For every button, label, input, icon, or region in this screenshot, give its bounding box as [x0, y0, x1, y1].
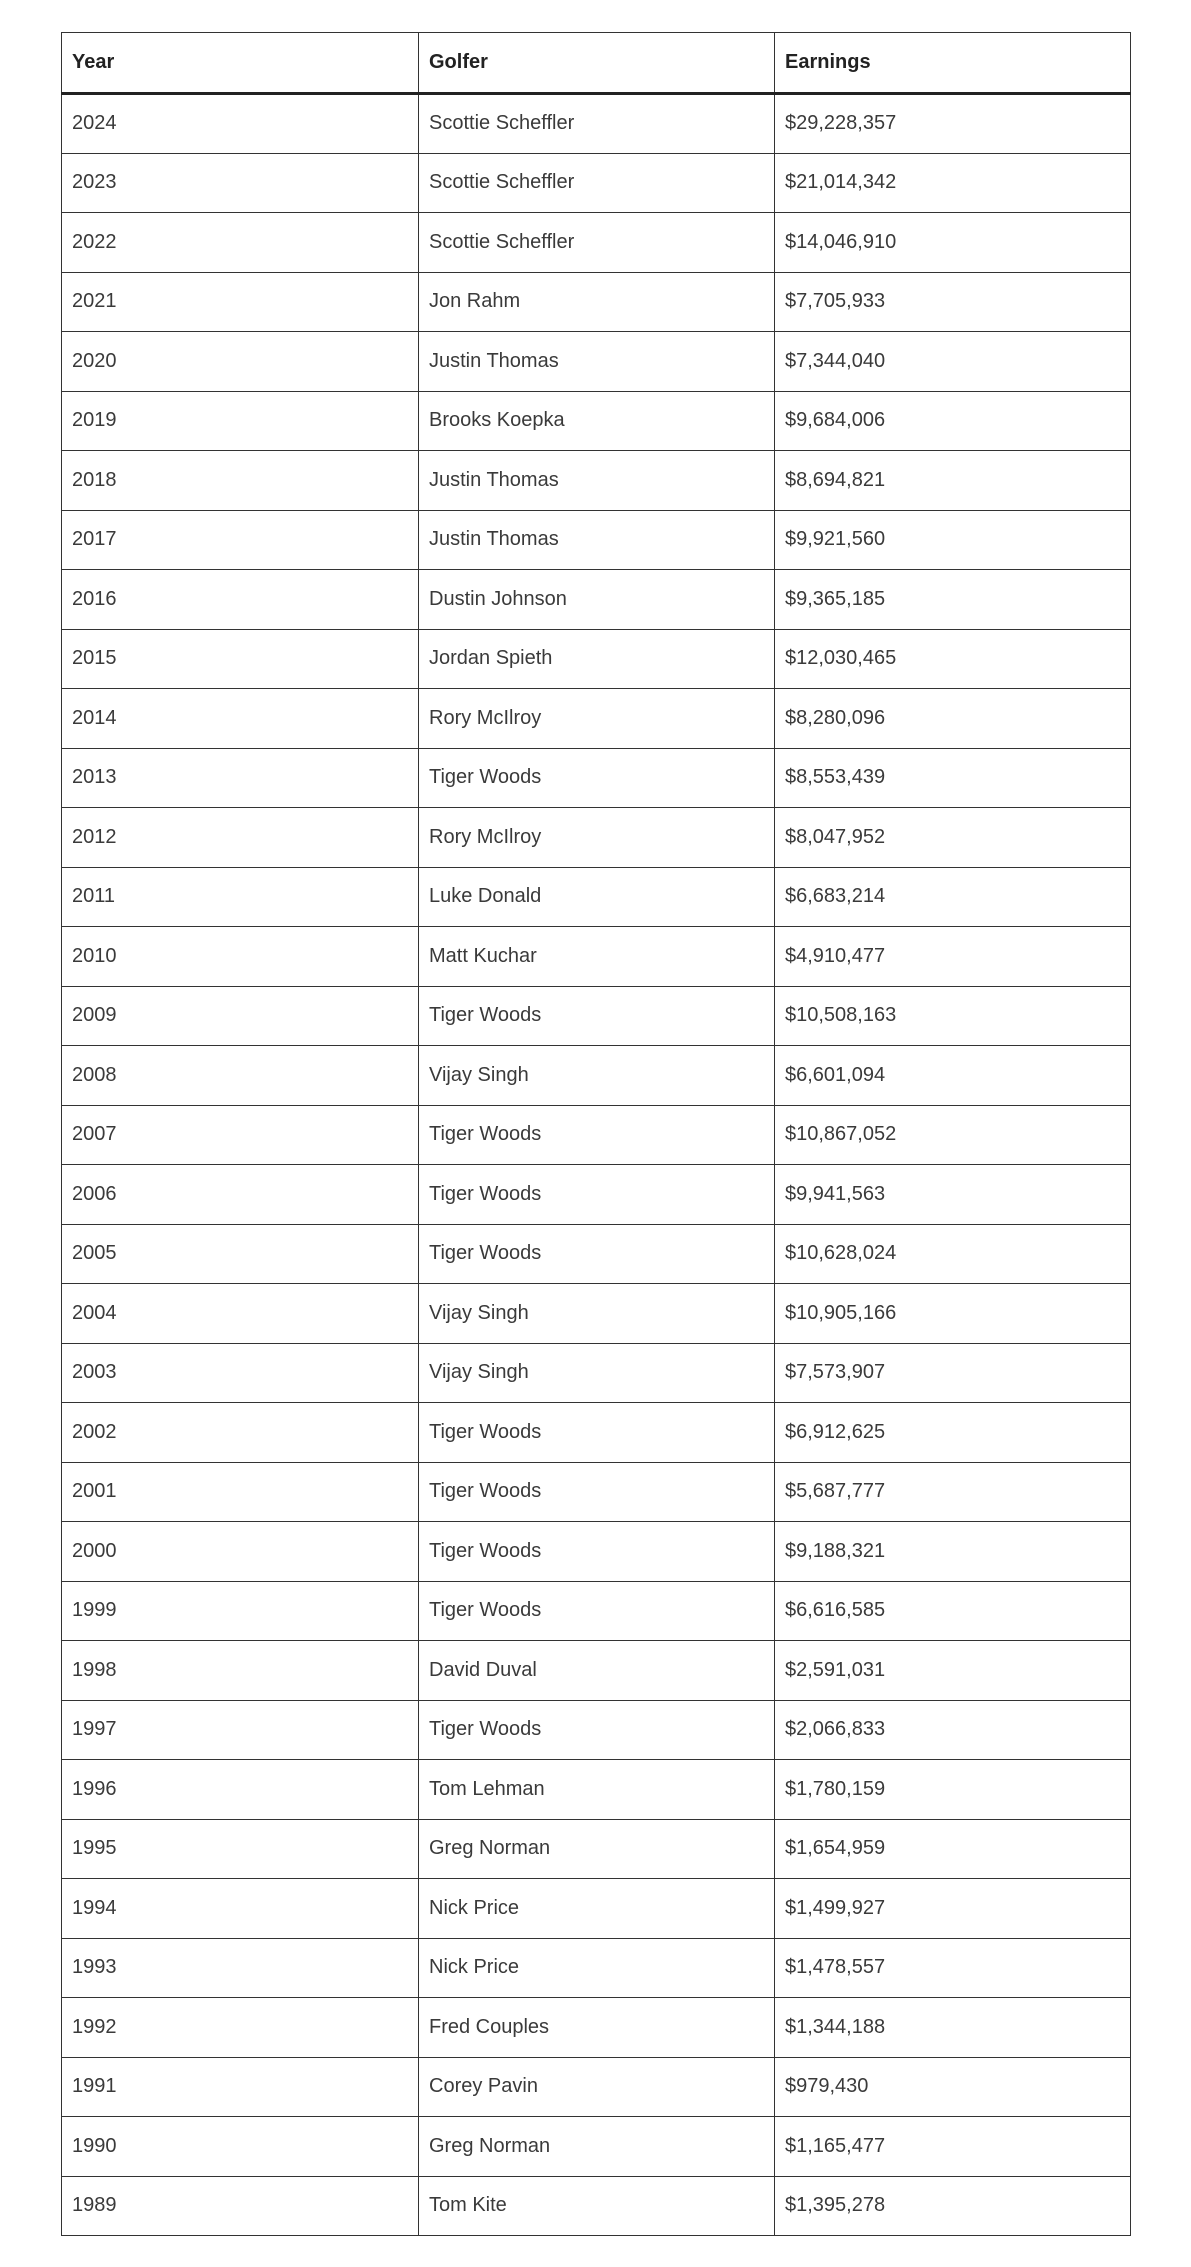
earnings-cell: $29,228,357 [775, 94, 1131, 154]
year-cell: 2020 [62, 332, 419, 392]
year-cell: 1999 [62, 1581, 419, 1641]
earnings-cell: $9,365,185 [775, 570, 1131, 630]
year-cell: 2006 [62, 1165, 419, 1225]
year-cell: 1992 [62, 1998, 419, 2058]
golfer-cell: Justin Thomas [419, 332, 775, 392]
earnings-cell: $6,912,625 [775, 1403, 1131, 1463]
earnings-cell: $10,508,163 [775, 986, 1131, 1046]
table-row [62, 1879, 1131, 1939]
year-cell: 1989 [62, 2176, 419, 2236]
golfer-cell: Tiger Woods [419, 1581, 775, 1641]
year-cell: 2013 [62, 748, 419, 808]
table-row [62, 1343, 1131, 1403]
year-cell: 2021 [62, 272, 419, 332]
table-row [62, 808, 1131, 868]
golfer-cell: Tiger Woods [419, 1522, 775, 1582]
golfer-cell: Rory McIlroy [419, 689, 775, 749]
golfer-cell: Justin Thomas [419, 510, 775, 570]
earnings-cell: $1,344,188 [775, 1998, 1131, 2058]
year-cell: 2005 [62, 1224, 419, 1284]
golfer-cell: Nick Price [419, 1938, 775, 1998]
golfer-cell: Tom Lehman [419, 1760, 775, 1820]
table-row [62, 1700, 1131, 1760]
earnings-cell: $2,066,833 [775, 1700, 1131, 1760]
year-cell: 2012 [62, 808, 419, 868]
earnings-cell: $1,780,159 [775, 1760, 1131, 1820]
table-row [62, 1284, 1131, 1344]
earnings-cell: $979,430 [775, 2057, 1131, 2117]
golfer-cell: Corey Pavin [419, 2057, 775, 2117]
year-cell: 2010 [62, 927, 419, 987]
earnings-cell: $7,573,907 [775, 1343, 1131, 1403]
golfer-cell: Tiger Woods [419, 1403, 775, 1463]
golfer-cell: Tiger Woods [419, 986, 775, 1046]
earnings-cell: $12,030,465 [775, 629, 1131, 689]
earnings-cell: $8,280,096 [775, 689, 1131, 749]
earnings-cell: $1,395,278 [775, 2176, 1131, 2236]
earnings-cell: $7,344,040 [775, 332, 1131, 392]
table-row [62, 1224, 1131, 1284]
golfer-cell: Scottie Scheffler [419, 213, 775, 273]
table-body [62, 94, 1131, 2236]
golfer-cell: Brooks Koepka [419, 391, 775, 451]
table-row [62, 391, 1131, 451]
table-row [62, 272, 1131, 332]
golfer-cell: Scottie Scheffler [419, 94, 775, 154]
golfer-cell: Rory McIlroy [419, 808, 775, 868]
header-golfer: Golfer [419, 33, 775, 94]
earnings-cell: $14,046,910 [775, 213, 1131, 273]
golfer-cell: Scottie Scheffler [419, 153, 775, 213]
table-row [62, 689, 1131, 749]
table-row [62, 2117, 1131, 2177]
table-row [62, 213, 1131, 273]
table-row [62, 1522, 1131, 1582]
golfer-cell: Jordan Spieth [419, 629, 775, 689]
golfer-cell: Greg Norman [419, 2117, 775, 2177]
earnings-cell: $6,601,094 [775, 1046, 1131, 1106]
year-cell: 1991 [62, 2057, 419, 2117]
year-cell: 2019 [62, 391, 419, 451]
golfer-cell: Matt Kuchar [419, 927, 775, 987]
golfer-cell: Tiger Woods [419, 1224, 775, 1284]
year-cell: 1994 [62, 1879, 419, 1939]
year-cell: 1996 [62, 1760, 419, 1820]
table-row [62, 1581, 1131, 1641]
year-cell: 2018 [62, 451, 419, 511]
year-cell: 2004 [62, 1284, 419, 1344]
year-cell: 2015 [62, 629, 419, 689]
golfer-cell: Tiger Woods [419, 1462, 775, 1522]
earnings-cell: $8,047,952 [775, 808, 1131, 868]
year-cell: 2002 [62, 1403, 419, 1463]
earnings-cell: $1,499,927 [775, 1879, 1131, 1939]
earnings-cell: $9,941,563 [775, 1165, 1131, 1225]
golfer-cell: Nick Price [419, 1879, 775, 1939]
golfer-cell: Tiger Woods [419, 748, 775, 808]
header-year: Year [62, 33, 419, 94]
table-row [62, 94, 1131, 154]
golfer-cell: Tiger Woods [419, 1700, 775, 1760]
golfer-cell: Tiger Woods [419, 1105, 775, 1165]
golfer-cell: Luke Donald [419, 867, 775, 927]
golfer-cell: Tom Kite [419, 2176, 775, 2236]
year-cell: 1998 [62, 1641, 419, 1701]
earnings-cell: $9,188,321 [775, 1522, 1131, 1582]
earnings-cell: $9,684,006 [775, 391, 1131, 451]
table-row [62, 570, 1131, 630]
earnings-cell: $21,014,342 [775, 153, 1131, 213]
table-row [62, 153, 1131, 213]
earnings-table-container [61, 32, 1130, 2236]
golfer-cell: Vijay Singh [419, 1284, 775, 1344]
table-row [62, 1105, 1131, 1165]
year-cell: 2003 [62, 1343, 419, 1403]
table-row [62, 1760, 1131, 1820]
table-row [62, 2176, 1131, 2236]
earnings-cell: $1,654,959 [775, 1819, 1131, 1879]
golfer-cell: Greg Norman [419, 1819, 775, 1879]
golfer-cell: Tiger Woods [419, 1165, 775, 1225]
table-row [62, 1641, 1131, 1701]
table-header [62, 33, 1131, 94]
year-cell: 2009 [62, 986, 419, 1046]
header-row [62, 33, 1131, 94]
earnings-cell: $9,921,560 [775, 510, 1131, 570]
table-row [62, 1046, 1131, 1106]
table-row [62, 1403, 1131, 1463]
year-cell: 2024 [62, 94, 419, 154]
year-cell: 2022 [62, 213, 419, 273]
year-cell: 1993 [62, 1938, 419, 1998]
golfer-cell: Justin Thomas [419, 451, 775, 511]
table-row [62, 986, 1131, 1046]
golfer-cell: David Duval [419, 1641, 775, 1701]
year-cell: 2016 [62, 570, 419, 630]
table-row [62, 1165, 1131, 1225]
earnings-cell: $8,553,439 [775, 748, 1131, 808]
year-cell: 2014 [62, 689, 419, 749]
header-earnings: Earnings [775, 33, 1131, 94]
table-row [62, 629, 1131, 689]
table-row [62, 867, 1131, 927]
earnings-cell: $7,705,933 [775, 272, 1131, 332]
table-row [62, 1462, 1131, 1522]
year-cell: 1990 [62, 2117, 419, 2177]
table-row [62, 1938, 1131, 1998]
table-row [62, 748, 1131, 808]
year-cell: 2000 [62, 1522, 419, 1582]
year-cell: 2023 [62, 153, 419, 213]
golfer-cell: Vijay Singh [419, 1343, 775, 1403]
golfer-cell: Dustin Johnson [419, 570, 775, 630]
golfer-cell: Jon Rahm [419, 272, 775, 332]
earnings-cell: $5,687,777 [775, 1462, 1131, 1522]
earnings-cell: $1,165,477 [775, 2117, 1131, 2177]
earnings-cell: $4,910,477 [775, 927, 1131, 987]
earnings-cell: $10,628,024 [775, 1224, 1131, 1284]
golfer-cell: Fred Couples [419, 1998, 775, 2058]
table-row [62, 1998, 1131, 2058]
year-cell: 2001 [62, 1462, 419, 1522]
earnings-table [61, 32, 1131, 2236]
earnings-cell: $1,478,557 [775, 1938, 1131, 1998]
year-cell: 1997 [62, 1700, 419, 1760]
golfer-cell: Vijay Singh [419, 1046, 775, 1106]
year-cell: 2008 [62, 1046, 419, 1106]
table-row [62, 1819, 1131, 1879]
table-row [62, 927, 1131, 987]
year-cell: 2017 [62, 510, 419, 570]
table-row [62, 510, 1131, 570]
table-row [62, 451, 1131, 511]
earnings-cell: $10,905,166 [775, 1284, 1131, 1344]
earnings-cell: $10,867,052 [775, 1105, 1131, 1165]
year-cell: 2011 [62, 867, 419, 927]
earnings-cell: $6,683,214 [775, 867, 1131, 927]
table-row [62, 332, 1131, 392]
table-row [62, 2057, 1131, 2117]
earnings-cell: $2,591,031 [775, 1641, 1131, 1701]
earnings-cell: $8,694,821 [775, 451, 1131, 511]
year-cell: 2007 [62, 1105, 419, 1165]
earnings-cell: $6,616,585 [775, 1581, 1131, 1641]
year-cell: 1995 [62, 1819, 419, 1879]
